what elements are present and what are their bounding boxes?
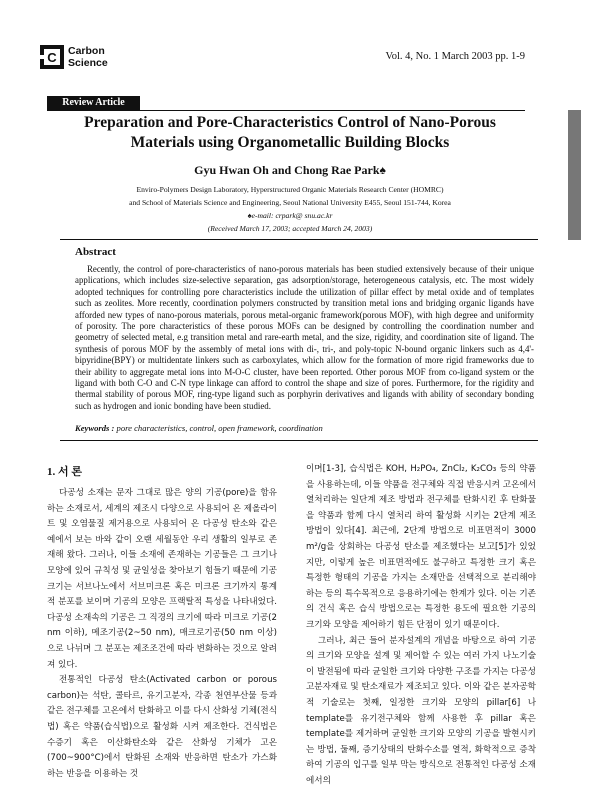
paragraph: 이며[1-3], 습식법은 KOH, H₂PO₄, ZnCl₂, K₂CO₃ 등의 약품을 사용하는데, 이들 약품을 전구체와 직접 반응시켜 고온에서 열처리하는 일단계 제조 방법과 전구체를 탄화시킨 후 탄화물을 약품과 함께 다시 열처리 하여 활성화 시키는 2단계 제조 방법이 있다[4]. 최근에, 2단계 방법으로 비표면적이 3000 m²/g을 상회하는 다공성 탄소를 제조했다는 보고[5]가 있었지만, 이렇게 높은 비표면적에도 불구하고 특정한 크기 혹은 특정한 형태의 기공을 가지는 소재만을 선택적으로 분리해야 하는 등의 특수목적으로 응용하기에는 한계가 있다. 이는 기존의 건식 혹은 습식 방법으로는 특정한 용도에 필요한 기공의 크기와 모양을 제어하기 힘든 단점이 있기 때문이다. [306,464,536,630]
title-line2: Materials using Organometallic Building Blocks [130,134,450,151]
article-type-label: Review Article [47,96,140,110]
keywords-list: pore characteristics, control, open framework, coordination [114,423,323,433]
abstract-bottom-rule [60,440,538,441]
paper-title [60,113,520,153]
received-dates: (Received March 17, 2003; accepted March 24, 2003) [207,224,373,233]
side-bar-decoration [568,110,581,240]
svg-text:C: C [47,50,57,65]
abstract-text: Recently, the control of pore-characteristics of nano-porous materials has been studied extensively because of their unique applications, which includes size-selective separation, gas adsorption/storage, heterogeneous catalysis, etc. The most widely adopted techniques for controlling pore characteristics include the utilization of pillar effect by metal oxide and of templates such as zeolites. More recently, coordination polymers constructed by transition metal ions and bridging organic ligands have afforded new types of nano-porous materials, porous metal-organic framework(porous MOF), with high degree and uniformity of porosity. The pore characteristics of these porous MOFs can be designed by controlling the coordination number and geometry of selected metal, e.g transition metal and rare-earth metal, and the size, rigidity, and coordination site of ligand. The synthesis of porous MOF by the assembly of metal ions with di-, tri-, and poly-topic N-bound organic linkers such as 4,4'-bipyridine(BPY) or multidentate linkers such as carboxylates, which allow for the formation of more rigid frameworks due to their ability to aggregate metal ions into M-O-C cluster, have been reported. Other porous MOF from co-ligand system or the ligand with both C-O and C-N type linkage can afford to control the shape and size of pores. Furthermore, for the rigidity and thermal stability of porous MOF, ring-type ligand such as porphyrin derivatives and ligands with ability of secondary bonding such as hydrogen and ionic bonding have been studied. [75,264,534,411]
paragraph: 다공성 소재는 문자 그대로 많은 양의 기공(pore)을 함유하는 소재로서, 세계의 제조시 다양으로 사용되어 온 제올라이트 및 오염물질 제거용으로 사용되어 온 다공성 탄소와 같은 예에서 보는 바와 같이 오랜 세월동안 우리 생활의 일부로 존재해 왔다. 그러나, 이들 소재에 존재하는 기공들은 그 크기나 모양에 있어 규칙성 및 균일성을 찾아보기 힘들기 때문에 기공크기는 서브나노에서 서브미크론 혹은 미크론 크기까지 통계적 분포를 보이며 기공의 모양은 프랙탈적 특성을 나타내었다. 다공성 소재속의 기공은 그 직경의 크기에 따라 미크로 기공(2 nm 이하), 메조기공(2~50 nm), 매크로기공(50 nm 이상)으로 나뉘며 그 분포는 제조조건에 따라 변화하는 것으로 알려져 있다. [47,488,277,670]
affiliation-line1: Enviro-Polymers Design Laboratory, Hyperstructured Organic Materials Research Center (HOMRC) [136,185,444,194]
email: ♠e-mail: crpark@ snu.ac.kr [247,211,333,220]
title-line1: Preparation and Pore-Characteristics Control of Nano-Porous [84,114,496,131]
body-column-right [306,462,536,789]
affiliation-line2: and School of Materials Science and Engineering, Seoul National University E455, Seoul 151-744, Korea [129,198,451,207]
abstract-top-rule [60,239,538,240]
body-column-left [47,486,277,782]
keywords [75,423,534,433]
logo-line1: Carbon [68,45,105,57]
keywords-label: Keywords : [75,423,115,433]
paragraph: 전통적인 다공성 탄소(Activated carbon or porous carbon)는 석탄, 콜타르, 유기고분자, 각종 천연부산물 등과 같은 전구체를 고온에서 탄화하고 이를 다시 산화성 기체(전식법) 혹은 약품(습식법)으로 활성화 시켜 제조한다. 건식법은 수증기 혹은 이산화탄소와 같은 산화성 기체가 고온(700~900°C)에서 탄화된 소재와 반응하면 탄소가 가스화 하는 반응을 이용하는 것 [47,675,278,779]
journal-logo [40,45,160,73]
paragraph: 그러나, 최근 들어 분자설계의 개념을 바탕으로 하여 기공의 크기와 모양을 설계 및 제어할 수 있는 여러 가지 나노기술이 발전됨에 따라 균일한 크기와 다양한 구조를 가지는 다공성 고분자재료 및 탄소재료가 제조되고 있다. 이와 같은 분자공학적 기술로는 첫째, 일정한 크기와 모양의 pillar[6] 나 template를 유기전구체와 함께 사용한 후 pillar 혹은 template를 제거하며 균일한 크기와 모양의 기공을 발현시키는 방법, 둘째, 증기상태의 탄화수소를 열적, 화학적으로 증착하여 기공의 입구를 일부 막는 방식으로 전통적인 다공성 소재에서의 [306,635,536,786]
logo-text [68,45,108,69]
authors: Gyu Hwan Oh and Chong Rae Park♠ [194,163,386,177]
section-heading: 1. 서 론 [47,466,83,478]
logo-line2: Science [68,57,108,69]
header-rule [47,110,525,111]
carbon-science-logo-icon [40,45,64,69]
affiliation-block [60,183,520,235]
journal-info: Vol. 4, No. 1 March 2003 pp. 1-9 [385,51,525,62]
abstract-heading: Abstract [75,246,116,258]
